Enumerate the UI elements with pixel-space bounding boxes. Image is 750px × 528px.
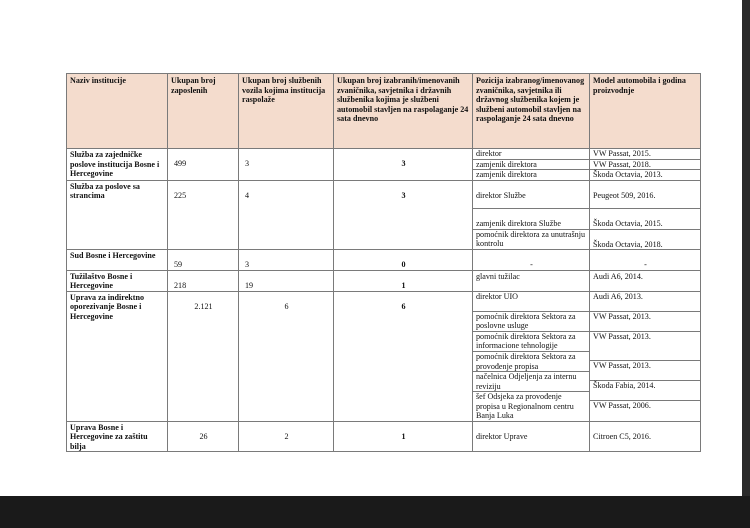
table-row (67, 291, 701, 421)
right-edge-shadow (742, 0, 750, 496)
institution-cell: Tužilaštvo Bosne i Hercegovine (67, 270, 168, 291)
vehicles-cell: 2 (239, 421, 334, 452)
model-item: VW Passat, 2018. (590, 160, 700, 171)
model-item: Škoda Octavia, 2018. (593, 239, 663, 249)
employees-cell: 26 (168, 421, 239, 452)
models-cell (590, 291, 701, 421)
position-item: direktor UIO (473, 292, 589, 312)
vehicle-table (66, 73, 701, 452)
position-item: pomoćnik direktora Sektora za informacione tehnologije (473, 332, 589, 352)
position-item: pomoćnik direktora za unutrašnju kontrolu (476, 229, 586, 249)
count-cell: 1 (334, 270, 473, 291)
positions-cell: direktor Uprave (473, 421, 590, 452)
models-cell (590, 180, 701, 250)
count-cell: 3 (334, 180, 473, 250)
institution-cell: Služba za poslove sa strancima (67, 180, 168, 250)
vehicles-cell: 4 (239, 180, 334, 250)
model-item: Škoda Fabia, 2014. (590, 381, 700, 401)
employees-cell: 499 (168, 149, 239, 181)
bottom-edge-bar (0, 496, 750, 528)
header-vehicles: Ukupan broj službenih vozila kojima institucija raspolaže (239, 74, 334, 149)
positions-cell: - (473, 250, 590, 271)
models-cell: Citroen C5, 2016. (590, 421, 701, 452)
model-item: Škoda Octavia, 2013. (593, 170, 663, 180)
model-item: VW Passat, 2006. (593, 400, 651, 410)
institution-cell: Uprava Bosne i Hercegovine za zaštitu bilja (67, 421, 168, 452)
vehicles-cell: 19 (239, 270, 334, 291)
position-item: zamjenik direktora (476, 170, 537, 180)
model-item: VW Passat, 2015. (590, 149, 700, 160)
positions-cell (473, 180, 590, 250)
vehicles-cell: 3 (239, 250, 334, 271)
position-item: šef Odsjeka za provođenje propisa u Regionalnom centru Banja Luka (476, 392, 574, 421)
model-item: VW Passat, 2013. (590, 361, 700, 381)
count-cell: 3 (334, 149, 473, 181)
institution-cell: Uprava za indirektno oporezivanje Bosne i Hercegovine (67, 291, 168, 421)
position-item: zamjenik direktora (473, 160, 589, 171)
employees-cell: 218 (168, 270, 239, 291)
table-row (67, 270, 701, 291)
position-item: zamjenik direktora Službe (473, 209, 589, 230)
table-row (67, 250, 701, 271)
vehicles-cell: 3 (239, 149, 334, 181)
table-header-row (67, 74, 701, 149)
model-item: Peugeot 509, 2016. (590, 181, 700, 209)
model-item: VW Passat, 2013. (590, 332, 700, 361)
count-cell: 6 (334, 291, 473, 421)
models-cell: Audi A6, 2014. (590, 270, 701, 291)
header-count: Ukupan broj izabranih/imenovanih zvaničnika, savjetnika i državnih službenika kojima je službeni automobil stavljen na raspolaganje 24 sata dnevno (334, 74, 473, 149)
employees-cell: 59 (168, 250, 239, 271)
position-item: pomoćnik direktora Sektora za poslovne usluge (473, 312, 589, 332)
header-position: Pozicija izabranog/imenovanog zvaničnika, savjetnika ili državnog službenika kojem je službeni automobil stavljen na raspolaganje 24 sata dnevno (473, 74, 590, 149)
model-item: Audi A6, 2013. (590, 292, 700, 312)
institution-cell: Služba za zajedničke poslove institucija Bosne i Hercegovine (67, 149, 168, 181)
model-item: VW Passat, 2013. (590, 312, 700, 332)
positions-cell: glavni tužilac (473, 270, 590, 291)
employees-cell: 2.121 (168, 291, 239, 421)
table-row (67, 149, 701, 181)
positions-cell (473, 291, 590, 421)
position-item: načelnica Odjeljenja za internu reviziju (473, 372, 589, 392)
model-item: Škoda Octavia, 2015. (590, 209, 700, 230)
count-cell: 1 (334, 421, 473, 452)
position-item: direktor (473, 149, 589, 160)
models-cell: - (590, 250, 701, 271)
positions-cell (473, 149, 590, 181)
position-item: pomoćnik direktora Sektora za provođenje propisa (473, 352, 589, 372)
header-model: Model automobila i godina proizvodnje (590, 74, 701, 149)
models-cell (590, 149, 701, 181)
position-item: direktor Službe (473, 181, 589, 209)
header-institution: Naziv institucije (67, 74, 168, 149)
count-cell: 0 (334, 250, 473, 271)
table-row (67, 421, 701, 452)
header-employees: Ukupan broj zaposlenih (168, 74, 239, 149)
vehicles-cell: 6 (239, 291, 334, 421)
employees-cell: 225 (168, 180, 239, 250)
institution-cell: Sud Bosne i Hercegovine (67, 250, 168, 271)
table-row (67, 180, 701, 250)
